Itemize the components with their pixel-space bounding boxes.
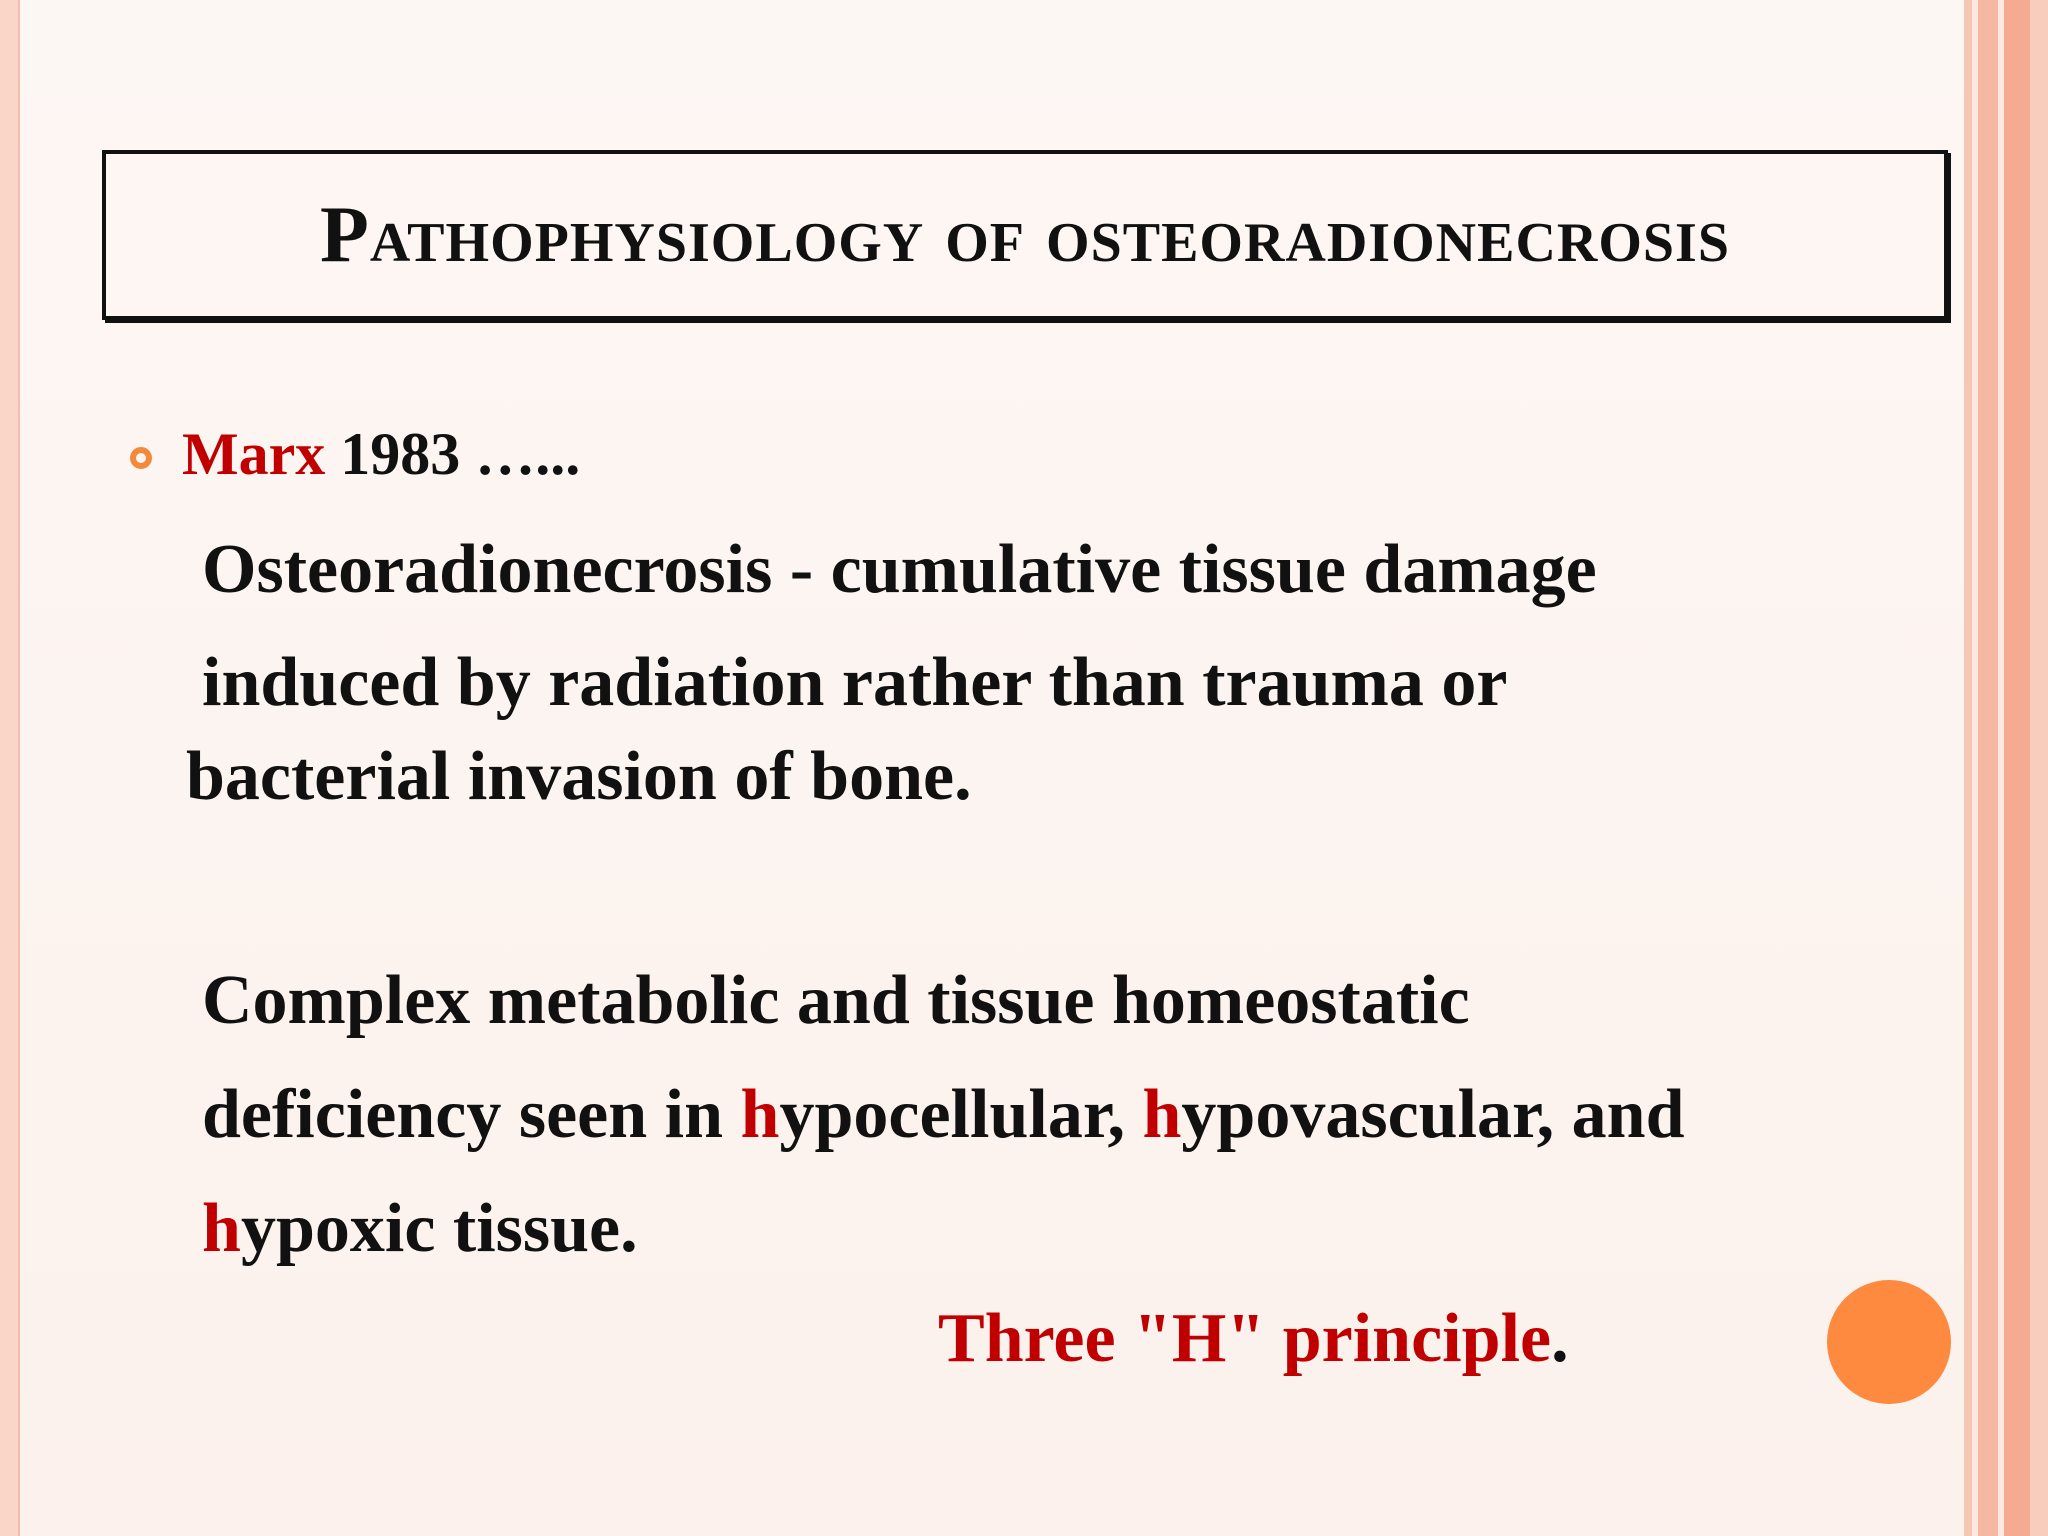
h-letter-hypocellular: h (740, 1076, 780, 1153)
bullet-year: 1983 …... (325, 421, 581, 487)
word-hypocellular-rest: ypocellular, (779, 1076, 1143, 1153)
definition-line-2: induced by radiation rather than trauma or (202, 644, 1508, 721)
definition-line-3: bacterial invasion of bone. (186, 738, 972, 815)
principle-label: Three "H" principle (938, 1300, 1552, 1377)
bullet-ring-icon (130, 447, 152, 469)
slide-title: Pathophysiology of osteoradionecrosis (320, 190, 1730, 279)
left-border-stripe (0, 0, 20, 1536)
definition-line-1: Osteoradionecrosis - cumulative tissue damage (202, 531, 1597, 608)
description-line-1: Complex metabolic and tissue homeostatic (202, 962, 1470, 1039)
word-hypovascular-rest: ypovascular, and (1181, 1076, 1685, 1153)
right-border-stripes (1964, 0, 2048, 1536)
bullet-text (182, 420, 580, 489)
h-letter-hypovascular: h (1142, 1076, 1182, 1153)
word-hypoxic-rest: ypoxic tissue. (240, 1190, 638, 1267)
title-box (102, 150, 1948, 320)
three-h-principle (938, 1300, 1569, 1377)
description-line-2-prefix: deficiency seen in (202, 1076, 741, 1153)
principle-period: . (1551, 1300, 1569, 1377)
h-letter-hypoxic: h (202, 1190, 241, 1267)
bullet-marx (130, 420, 580, 489)
bullet-author: Marx (182, 421, 326, 487)
orange-circle-decoration (1827, 1280, 1951, 1404)
description-line-2 (202, 1076, 1685, 1153)
description-line-3 (202, 1190, 638, 1267)
